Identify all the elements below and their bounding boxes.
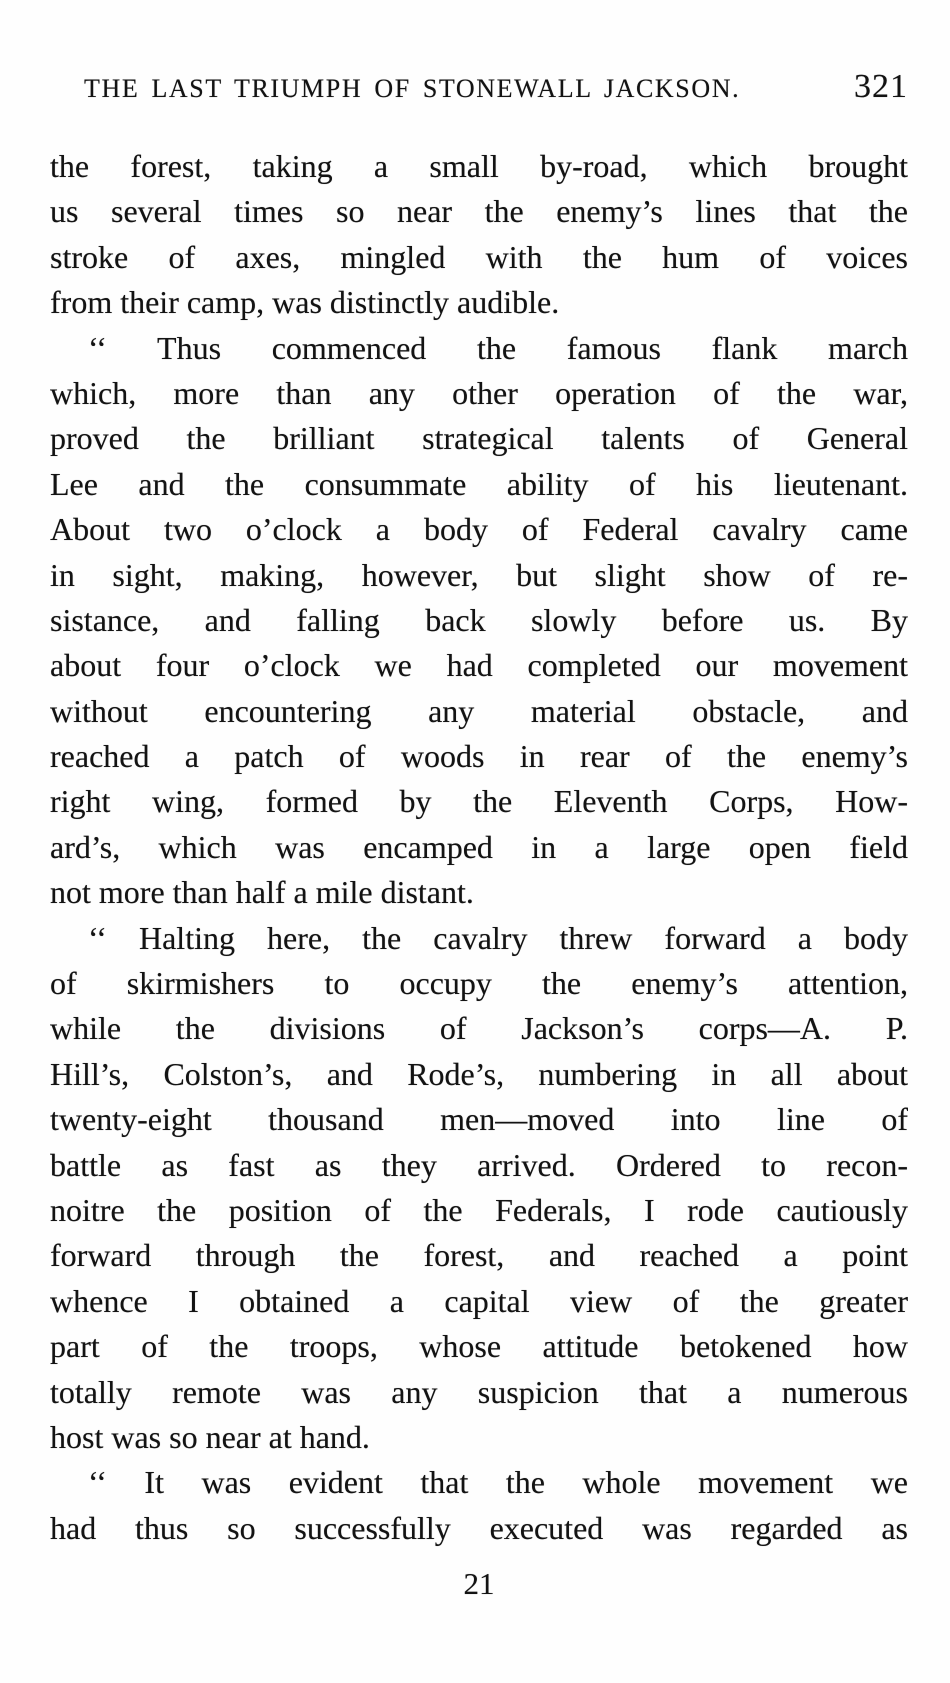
text-line: noitre the position of the Federals, I rode cautiously <box>50 1191 908 1228</box>
text-line: host was so near at hand. <box>50 1418 370 1455</box>
text-line: stroke of axes, mingled with the hum of voices <box>50 238 908 275</box>
text-line: twenty-eight thousand men—moved into line of <box>50 1101 908 1138</box>
paragraph <box>50 144 908 326</box>
paragraph <box>50 326 908 916</box>
text-line: ‘‘ Thus commenced the famous flank march <box>88 329 908 366</box>
text-line: ‘‘ Halting here, the cavalry threw forward a body <box>88 919 908 956</box>
text-line: battle as fast as they arrived. Ordered to recon- <box>50 1146 908 1183</box>
text-line: forward through the forest, and reached a point <box>50 1237 908 1274</box>
text-line: from their camp, was distinctly audible. <box>50 284 560 321</box>
paragraph <box>50 1460 908 1551</box>
running-header <box>50 68 908 106</box>
text-line: part of the troops, whose attitude betokened how <box>50 1328 908 1365</box>
text-line: Lee and the consummate ability of his lieutenant. <box>50 465 908 502</box>
text-line: had thus so successfully executed was regarded as <box>50 1509 908 1546</box>
text-line: not more than half a mile distant. <box>50 874 474 911</box>
header-title: THE LAST TRIUMPH OF STONEWALL JACKSON. <box>84 74 741 103</box>
text-line: sistance, and falling back slowly before us. By <box>50 601 908 638</box>
text-line: the forest, taking a small by-road, which brought <box>50 148 908 184</box>
text-line: while the divisions of Jackson’s corps—A. P. <box>50 1010 908 1047</box>
text-line: Hill’s, Colston’s, and Rode’s, numbering in all about <box>50 1055 908 1092</box>
text-line: proved the brilliant strategical talents of General <box>50 420 908 457</box>
page-number: 321 <box>854 68 908 105</box>
text-line: reached a patch of woods in rear of the enemy’s <box>50 738 908 775</box>
page-body-text <box>50 144 908 1551</box>
text-line: about four o’clock we had completed our movement <box>50 647 908 684</box>
text-line: ard’s, which was encamped in a large open field <box>50 828 908 865</box>
text-line: which, more than any other operation of the war, <box>50 374 908 411</box>
text-line: whence I obtained a capital view of the greater <box>50 1282 908 1319</box>
text-line: totally remote was any suspicion that a numerous <box>50 1373 908 1410</box>
text-line: ‘‘ It was evident that the whole movement we <box>88 1464 908 1501</box>
signature-mark: 21 <box>463 1566 495 1601</box>
text-line: of skirmishers to occupy the enemy’s attention, <box>50 965 908 1002</box>
paragraph <box>50 916 908 1461</box>
text-line: us several times so near the enemy’s lines that the <box>50 193 908 230</box>
text-line: About two o’clock a body of Federal cavalry came <box>50 511 908 548</box>
text-line: right wing, formed by the Eleventh Corps, How- <box>50 783 908 820</box>
text-line: in sight, making, however, but slight show of re- <box>50 556 908 593</box>
text-line: without encountering any material obstacle, and <box>50 692 908 729</box>
